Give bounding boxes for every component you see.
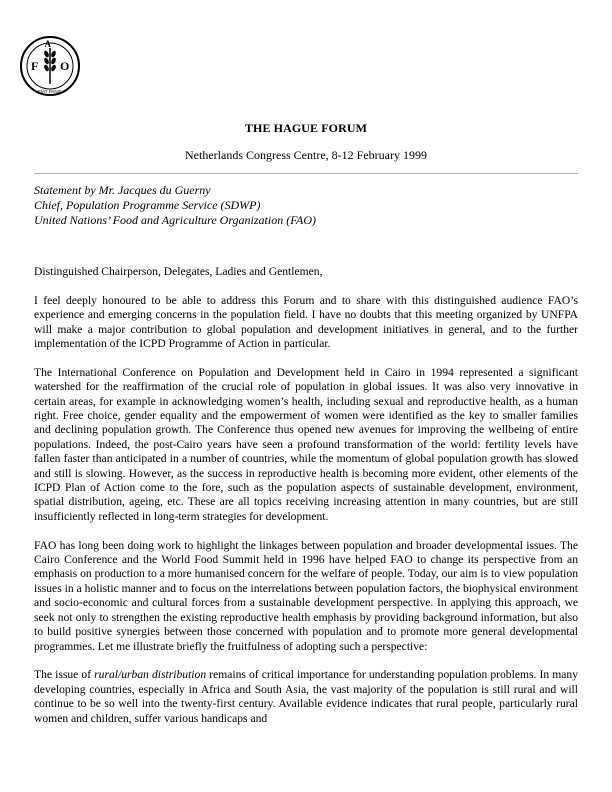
paragraph-4 bbox=[34, 668, 578, 726]
paragraph-3: FAO has long been doing work to highlight the linkages between population and broader developmental issues. The Cairo Conference and the World Food Summit held in 1996 have helped FAO to change its perspective from an emphasis on production to a more humanised concern for the welfare of people. Today, our aim is to view population issues in a holistic manner and to focus on the interrelations between population factors, the biophysical environment and socio-economic and cultural forces from a sustainable development perspective. In applying this approach, we seek not only to strengthen the existing reproductive health emphasis by providing background information, but also to build positive synergies between those concerned with population and to promote more general developmental programmes. Let me illustrate briefly the fruitfulness of adopting such a perspective: bbox=[34, 538, 578, 653]
paragraph-2: The International Conference on Population and Development held in Cairo in 1994 represented a significant watershed for the reaffirmation of the crucial role of population in global issues. It was also very innovative in certain areas, for example in acknowledging women’s health, including sexual and reproductive health, as a human right. Free choice, gender equality and the empowerment of women were identified as the key to smaller families and declining population growth. The Conference thus opened new avenues for improving the wellbeing of entire populations. Indeed, the post-Cairo years have seen a profound transformation of the world: fertility levels have fallen faster than anticipated in a number of countries, while the momentum of global population growth has slowed and still is slowing. However, as the success in reproductive health is becoming more evident, other elements of the ICPD Plan of Action come to the fore, such as the population aspects of sustainable development, environment, spatial distribution, ageing, etc. These are all topics receiving increasing attention in many countries, but are still insufficiently reflected in long-term strategies for development. bbox=[34, 365, 578, 523]
venue-date: Netherlands Congress Centre, 8-12 February 1999 bbox=[185, 148, 427, 162]
svg-text:O: O bbox=[60, 59, 70, 73]
svg-text:A: A bbox=[44, 39, 51, 49]
page-title: THE HAGUE FORUM bbox=[244, 121, 368, 135]
p4-emphasis: rural/urban distribution bbox=[94, 668, 207, 682]
svg-text:FIAT PANIS: FIAT PANIS bbox=[38, 89, 62, 94]
p4-prefix: The issue of bbox=[34, 668, 95, 682]
divider bbox=[34, 173, 578, 174]
statement-block bbox=[34, 183, 316, 228]
organization-line: United Nations’ Food and Agriculture Organization (FAO) bbox=[34, 213, 316, 227]
position-line: Chief, Population Programme Service (SDWP) bbox=[34, 198, 261, 212]
paragraph-1: I feel deeply honoured to be able to address this Forum and to share with this distinguished audience FAO’s experience and emerging concerns in the population field. I have no doubts that this meeting organized by UNFPA will make a major contribution to global population and development initiatives in general, and to the further implementation of the ICPD Programme of Action in particular. bbox=[34, 293, 578, 351]
speaker-line: Statement by Mr. Jacques du Guerny bbox=[34, 183, 211, 197]
svg-text:F: F bbox=[31, 59, 39, 73]
fao-logo bbox=[18, 34, 82, 98]
p4-rest: remains of critical importance for understanding population problems. In many developing countries, especially in Africa and South Asia, the vast majority of the population is still rural and will continue to be so well into the twenty-first century. Available evidence indicates that rural people, particularly rural women and children, suffer various handicaps and bbox=[34, 668, 578, 725]
speech-body bbox=[34, 265, 578, 740]
greeting: Distinguished Chairperson, Delegates, Ladies and Gentlemen, bbox=[34, 265, 323, 278]
